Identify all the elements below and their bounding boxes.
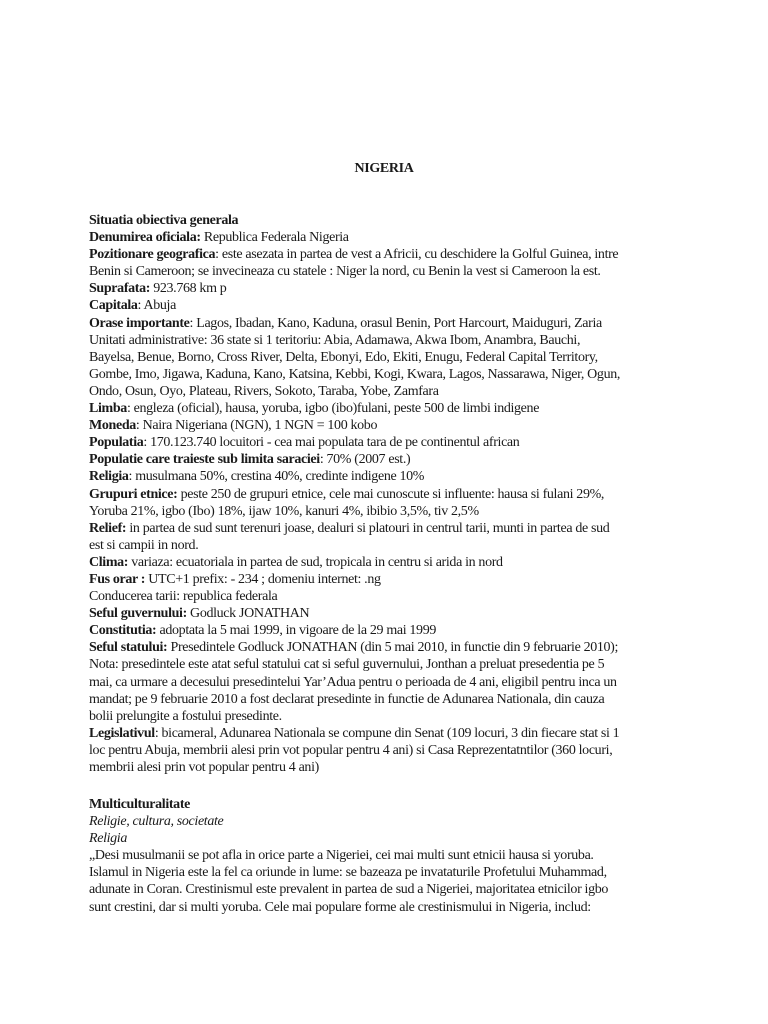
field-value: : Naira Nigeriana (NGN), 1 NGN = 100 kobo [135, 418, 378, 434]
info-line [89, 297, 689, 314]
info-line [89, 349, 689, 366]
field-value: Nota: presedintele este atat seful statului cat si seful guvernului, Jonthan a preluat presedentia pe 5 [89, 657, 605, 673]
info-line [89, 571, 689, 588]
field-value: loc pentru Abuja, membrii alesi prin vot popular pentru 4 ani) si Casa Reprezentatntilor (360 locuri, [89, 742, 613, 758]
subheading: Religia [89, 831, 127, 847]
field-label: Religia [89, 469, 129, 485]
info-line [89, 656, 689, 673]
field-value: est si campii in nord. [89, 537, 199, 553]
info-line [89, 520, 689, 537]
info-line [89, 229, 689, 246]
section-heading: Situatia obiectiva generala [89, 213, 239, 228]
field-value: Conducerea tarii: republica federala [89, 589, 278, 605]
field-value: Republica Federala Nigeria [200, 230, 349, 246]
field-value: : 70% (2007 est.) [319, 452, 411, 468]
field-label: Relief: [89, 520, 127, 536]
info-line [89, 400, 689, 417]
info-line [89, 468, 689, 485]
field-value: in partea de sud sunt terenuri joase, dealuri si platouri in centrul tarii, munti in partea de sud [126, 520, 610, 536]
field-value: : Lagos, Ibadan, Kano, Kaduna, orasul Benin, Port Harcourt, Maiduguri, Zaria [189, 315, 602, 331]
info-line [89, 605, 689, 622]
field-value: : este asezata in partea de vest a Africii, cu deschidere la Golful Guinea, intre [215, 247, 619, 263]
info-line [89, 332, 689, 349]
section-general-info [89, 212, 689, 776]
field-value: variaza: ecuatoriala in partea de sud, tropicala in centru si arida in nord [128, 554, 503, 570]
field-label: Grupuri etnice: [89, 486, 178, 502]
field-value: mai, ca urmare a decesului presedintelui Yar’Adua pentru o perioada de 4 ani, eligibil pentru inca un [89, 674, 617, 690]
field-value: Ondo, Osun, Oyo, Plateau, Rivers, Sokoto, Taraba, Yobe, Zamfara [89, 383, 439, 399]
field-label: Moneda [89, 418, 136, 434]
field-label: Pozitionare geografica [89, 247, 216, 263]
field-label: Populatia [89, 435, 144, 451]
info-line [89, 417, 689, 434]
field-label: Limba [89, 401, 127, 417]
info-line [89, 691, 689, 708]
field-label: Seful statului: [89, 640, 168, 656]
info-line [89, 503, 689, 520]
info-line [89, 622, 689, 639]
field-label: Clima: [89, 554, 129, 570]
subheading: Religie, cultura, societate [89, 814, 224, 830]
field-label: Orase importante [89, 315, 190, 331]
info-line [89, 674, 689, 691]
info-line [89, 486, 689, 503]
field-value: : Abuja [137, 298, 176, 314]
info-line [89, 383, 689, 400]
field-value: 923.768 km p [150, 281, 227, 297]
info-line [89, 246, 689, 263]
field-label: Populatie care traieste sub limita saraciei [89, 452, 320, 468]
section-heading: Multiculturalitate [89, 797, 191, 812]
info-line [89, 639, 689, 656]
field-value: : bicameral, Adunarea Nationala se compune din Senat (109 locuri, 3 din fiecare stat si 1 [154, 725, 620, 741]
info-line [89, 263, 689, 280]
field-label: Constitutia: [89, 623, 157, 639]
field-value: Godluck JONATHAN [186, 606, 310, 622]
info-line [89, 280, 689, 297]
info-line [89, 366, 689, 383]
paragraph-line: Islamul in Nigeria este la fel ca oriunde in lume: se bazeaza pe invataturile Profetului Muhammad, [89, 865, 607, 881]
info-lines [89, 229, 689, 776]
info-line [89, 537, 689, 554]
field-value: bolii prelungite a fostului presedinte. [89, 708, 282, 724]
field-value: Benin si Cameroon; se invecineaza cu statele : Niger la nord, cu Benin la vest si Cameroon la est. [89, 264, 601, 280]
field-value: Bayelsa, Benue, Borno, Cross River, Delta, Ebonyi, Edo, Ekiti, Enugu, Federal Capital Territory, [89, 349, 598, 365]
paragraph-line: „Desi musulmanii se pot afla in orice parte a Nigeriei, cei mai multi sunt etnicii hausa si yoruba. [89, 848, 594, 864]
field-value: adoptata la 5 mai 1999, in vigoare de la 29 mai 1999 [156, 623, 437, 639]
info-line [89, 434, 689, 451]
field-value: : musulmana 50%, crestina 40%, credinte indigene 10% [128, 469, 425, 485]
field-label: Suprafata: [89, 281, 151, 297]
field-value: peste 250 de grupuri etnice, cele mai cunoscute si influente: hausa si fulani 29%, [177, 486, 605, 502]
field-value: : 170.123.740 locuitori - cea mai populata tara de pe continentul african [143, 435, 520, 451]
info-line [89, 742, 689, 759]
field-value: mandat; pe 9 februarie 2010 a fost declarat presedinte in functie de Adunarea Nationala, din cauza [89, 691, 605, 707]
paragraph-line: adunate in Coran. Crestinismul este prevalent in partea de sud a Nigeriei, majoritatea etnicilor igbo [89, 882, 609, 898]
field-label: Legislativul [89, 725, 155, 741]
field-value: UTC+1 prefix: - 234 ; domeniu internet: .ng [145, 571, 381, 587]
field-label: Fus orar : [89, 571, 146, 587]
info-line [89, 708, 689, 725]
info-line [89, 315, 689, 332]
paragraph [89, 847, 689, 915]
info-line [89, 759, 689, 776]
info-line [89, 451, 689, 468]
field-value: Presedintele Godluck JONATHAN (din 5 mai 2010, in functie din 9 februarie 2010); [167, 640, 619, 656]
document-title: NIGERIA [354, 161, 414, 176]
field-value: : engleza (oficial), hausa, yoruba, igbo (ibo)fulani, peste 500 de limbi indigene [126, 401, 540, 417]
info-line [89, 725, 689, 742]
field-value: Yoruba 21%, igbo (Ibo) 18%, ijaw 10%, kanuri 4%, ibibio 3,5%, tiv 2,5% [89, 503, 479, 519]
field-value: Gombe, Imo, Jigawa, Kaduna, Kano, Katsina, Kebbi, Kogi, Kwara, Lagos, Nassarawa, Niger, Ogun, [89, 366, 621, 382]
field-value: Unitati administrative: 36 state si 1 teritoriu: Abia, Adamawa, Akwa Ibom, Anambra, Bauchi, [89, 332, 581, 348]
field-value: membrii alesi prin vot popular pentru 4 ani) [89, 760, 319, 775]
field-label: Denumirea oficiala: [89, 230, 201, 246]
paragraph-line: sunt crestini, dar si multi yoruba. Cele mai populare forme ale crestinismului in Nigeria, includ: [89, 899, 591, 915]
section-multiculturalism [89, 796, 689, 916]
field-label: Seful guvernului: [89, 606, 187, 622]
field-label: Capitala [89, 298, 138, 314]
info-line [89, 554, 689, 571]
info-line [89, 588, 689, 605]
